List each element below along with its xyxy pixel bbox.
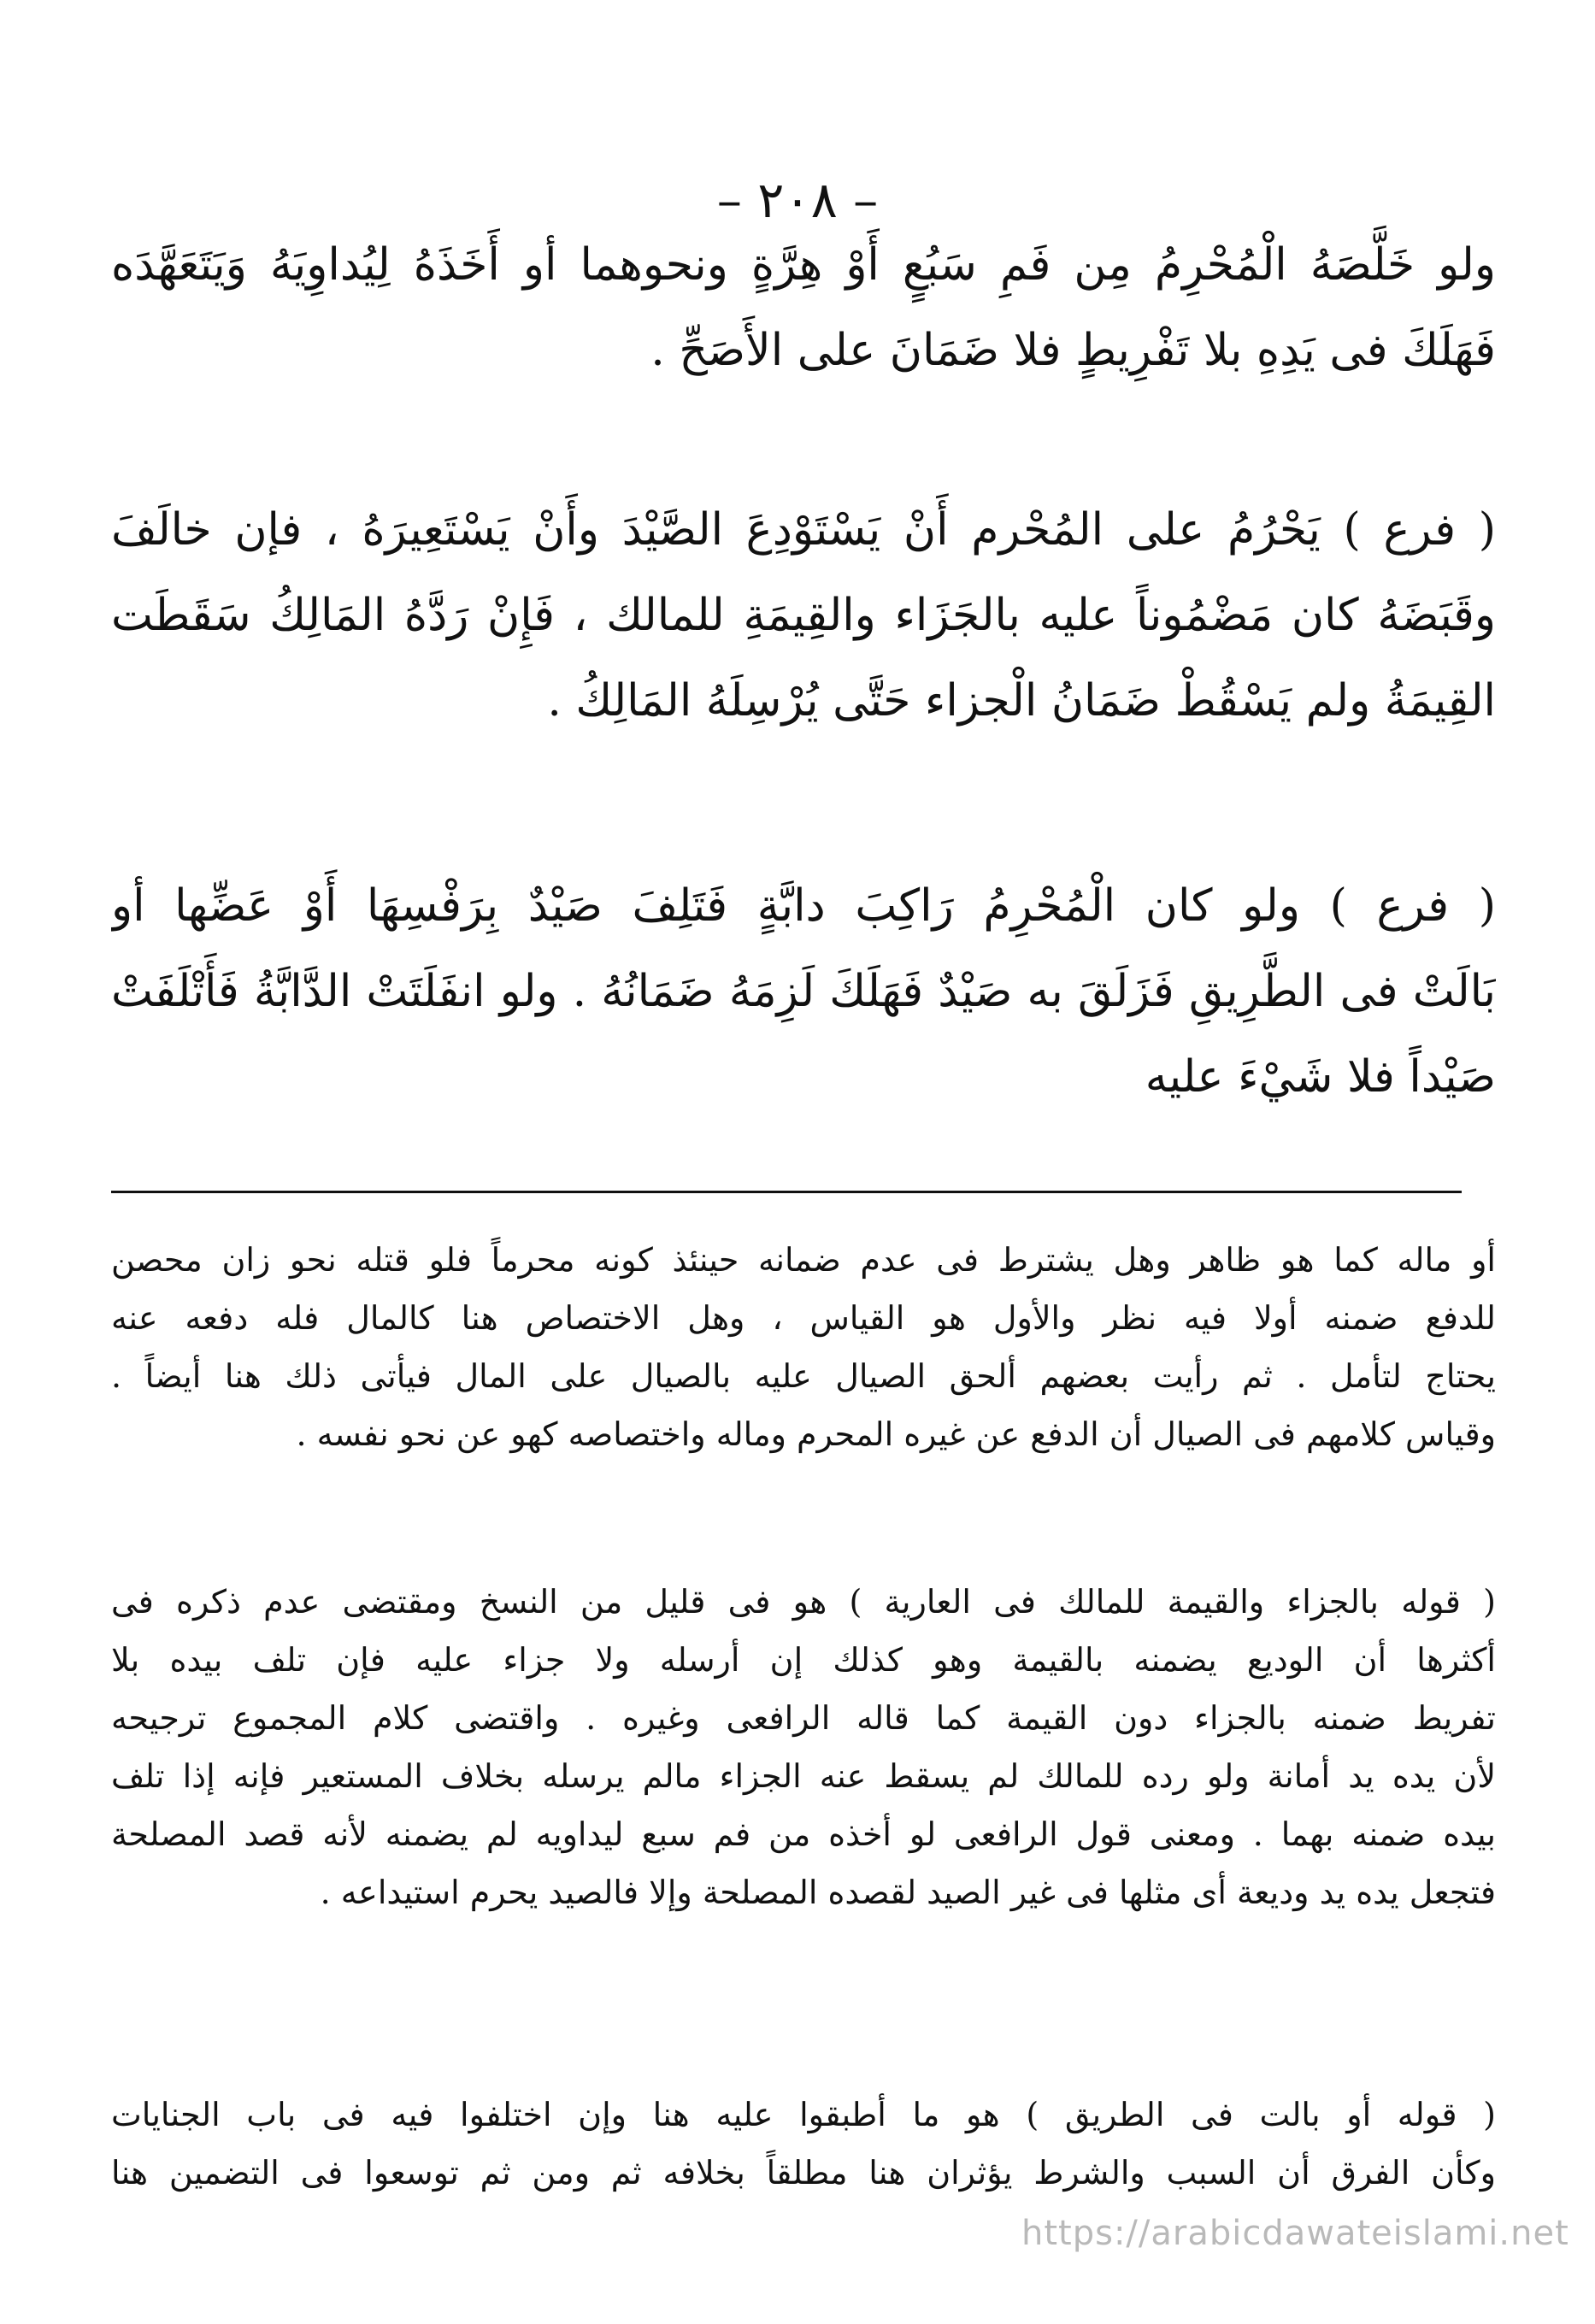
footnote-line: ( قوله بالجزاء والقيمة للمالك فى العارية ) هو فى قليل من النسخ ومقتضى عدم ذكره فى: [111, 1583, 1496, 1621]
footnote-line: فتجعل يده يد وديعة أى مثلها فى غير الصيد لقصده المصلحة وإلا فالصيد يحرم استيداعه .: [320, 1874, 1496, 1911]
footnote-line: يحتاج لتأمل . ثم رأيت بعضهم ألحق الصيال عليه بالصيال على المال فيأتى ذلك هنا أيضاً .: [111, 1357, 1496, 1395]
footnote-line: أكثرها أن الوديع يضمنه بالقيمة وهو كذلك إن أرسله ولا جزاء عليه فإن تلف بيده بلا: [111, 1641, 1496, 1679]
main-paragraph-1: [111, 222, 1496, 393]
footnote-1: [111, 1231, 1496, 1463]
footnote-3: [111, 2086, 1496, 2202]
footnote-line: ( قوله أو بالت فى الطريق ) هو ما أطبقوا عليه هنا وإن اختلفوا فيه فى باب الجنايات: [111, 2096, 1496, 2133]
text-line: صَيْداً فلا شَيْءَ عليه: [1145, 1051, 1496, 1103]
text-line: ( فرع ) ولو كان الْمُحْرِمُ رَاكِبَ دابَّةٍ فَتَلِفَ صَيْدٌ بِرَفْسِهَا أَوْ عَضِّها أو: [111, 880, 1496, 932]
text-line: ولو خَلَّصَهُ الْمُحْرِمُ مِن فَمِ سَبُعٍ أَوْ هِرَّةٍ ونحوهما أو أَخَذَهُ لِيُداوِيَهُ وَيَتَعَهَّدَه: [111, 239, 1496, 291]
footnote-line: أو ماله كما هو ظاهر وهل يشترط فى عدم ضمانه حينئذ كونه محرماً فلو قتله نحو زان محصن: [111, 1241, 1496, 1279]
footnote-line: بيده ضمنه بهما . ومعنى قول الرافعى لو أخذه من فم سبع ليداويه لم يضمنه لأنه قصد المصلحة: [111, 1815, 1496, 1853]
text-line: القِيمَةُ ولم يَسْقُطْ ضَمَانُ الْجزاء حَتَّى يُرْسِلَهُ المَالِكُ .: [547, 675, 1496, 727]
watermark-url: https://arabicdawateislami.net: [1021, 2214, 1569, 2253]
main-paragraph-3: [111, 863, 1496, 1120]
footnote-divider: [111, 1191, 1462, 1193]
footnote-line: تفريط ضمنه بالجزاء دون القيمة كما قاله الرافعى وغيره . واقتضى كلام المجموع ترجيحه: [111, 1699, 1496, 1737]
footnote-line: للدفع ضمنه أولا فيه نظر والأول هو القياس ، وهل الاختصاص هنا كالمال فله دفعه عنه: [111, 1299, 1496, 1337]
text-line: ( فرع ) يَحْرُمُ على المُحْرم أَنْ يَسْتَوْدِعَ الصَّيْدَ وأَنْ يَسْتَعِيرَهُ ، فإن خالَفَ: [111, 504, 1496, 556]
footnote-line: وقياس كلامهم فى الصيال أن الدفع عن غيره المحرم وماله واختصاصه كهو عن نحو نفسه .: [296, 1415, 1496, 1453]
text-line: وقَبَضَهُ كان مَضْمُوناً عليه بالجَزَاء والقِيمَةِ للمالك ، فَإِنْ رَدَّهُ المَالِكُ سَقَطَت: [111, 590, 1496, 641]
footnote-line: لأن يده يد أمانة ولو رده للمالك لم يسقط عنه الجزاء مالم يرسله بخلاف المستعير فإنه إذا تلف: [111, 1757, 1496, 1795]
text-line: فَهَلَكَ فى يَدِهِ بلا تَفْرِيطٍ فلا ضَمَانَ على الأَصَحِّ .: [650, 325, 1496, 376]
main-paragraph-2: [111, 487, 1496, 744]
text-line: بَالَتْ فى الطَّرِيقِ فَزَلَقَ به صَيْدٌ فَهَلَكَ لَزِمَهُ ضَمَانُهُ . ولو انفَلَتَتْ الدَّابَّةُ فَأَتْلَفَتْ: [111, 966, 1496, 1017]
page-number: – ٢٠٨ –: [716, 171, 879, 229]
footnote-line: وكأن الفرق أن السبب والشرط يؤثران هنا مطلقاً بخلافه ثم ومن ثم توسعوا فى التضمين هنا: [111, 2154, 1496, 2192]
footnote-2: [111, 1573, 1496, 1921]
